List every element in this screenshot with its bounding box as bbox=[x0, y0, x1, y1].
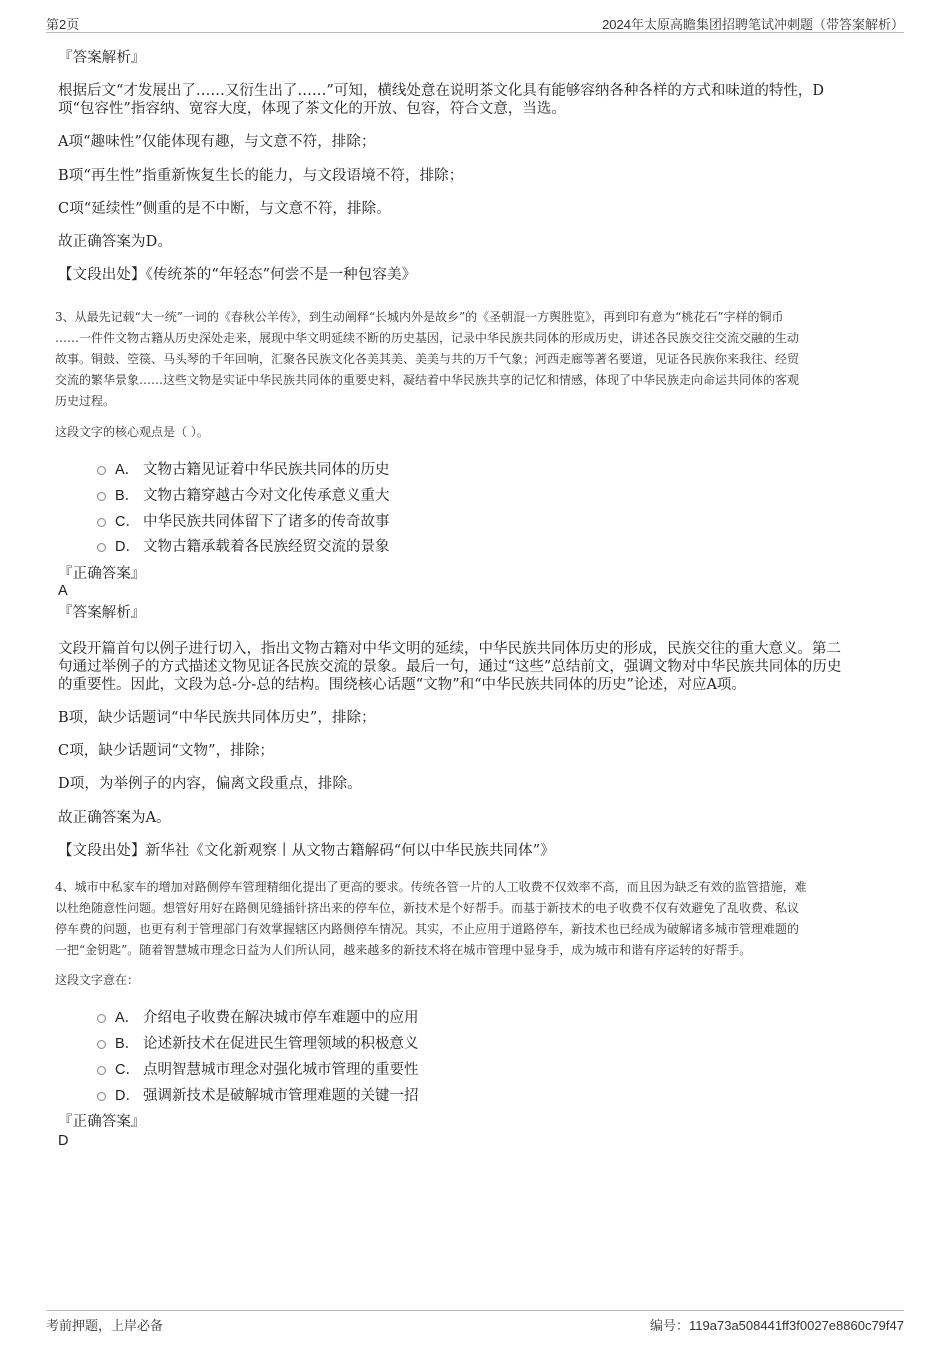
q3-analysis-label: 『答案解析』 bbox=[58, 605, 146, 621]
page-footer bbox=[46, 1310, 904, 1335]
q2-source: 【文段出处】《传统茶的“年轻态”何尝不是一种包容美》 bbox=[58, 267, 417, 283]
q3-passage bbox=[55, 307, 900, 412]
radio-icon[interactable] bbox=[97, 1092, 106, 1101]
option-text: 点明智慧城市理念对强化城市管理的重要性 bbox=[143, 1061, 419, 1078]
radio-icon[interactable] bbox=[97, 466, 106, 475]
option-text: 文物古籍穿越古今对文化传承意义重大 bbox=[143, 487, 390, 504]
q4-question: 这段文字意在： bbox=[55, 973, 140, 987]
q2-option-c-analysis: C项“延续性”侧重的是不中断，与文意不符，排除。 bbox=[58, 201, 391, 217]
q4-option-b[interactable]: B． 论述新技术在促进民生管理领域的积极意义 bbox=[97, 1032, 419, 1052]
q4-passage-line: 以杜绝随意性问题。想管好用好在路侧见缝插针挤出来的停车位，新技术是个好帮手。而基于新技术的电子收费不仅有效避免了乱收费、私议 bbox=[55, 901, 800, 915]
radio-icon[interactable] bbox=[97, 492, 106, 501]
footer-slogan: 考前押题，上岸必备 bbox=[46, 1318, 164, 1333]
radio-icon[interactable] bbox=[97, 1014, 106, 1023]
q3-answer-label: 『正确答案』 bbox=[58, 566, 146, 582]
option-text: 文物古籍承载着各民族经贸交流的景象 bbox=[143, 538, 390, 555]
page-number: 第2页 bbox=[46, 17, 80, 32]
q4-passage-line: 一把“金钥匙”。随着智慧城市理念日益为人们所认同，越来越多的新技术将在城市管理中显身手，成为城市和谐有序运转的好帮手。 bbox=[55, 943, 752, 957]
q3-option-d[interactable]: D． 文物古籍承载着各民族经贸交流的景象 bbox=[97, 535, 390, 555]
radio-icon[interactable] bbox=[97, 543, 106, 552]
q3-passage-line: 交流的繁华景象……这些文物是实证中华民族共同体的重要史料，凝结着中华民族共享的记忆和情感，体现了中华民族走向命运共同体的客观 bbox=[55, 373, 800, 387]
q4-answer: D bbox=[58, 1133, 69, 1149]
q3-option-c[interactable]: C． 中华民族共同体留下了诸多的传奇故事 bbox=[97, 510, 390, 530]
q2-analysis-line: 根据后文“才发展出了……又衍生出了……”可知，横线处意在说明茶文化具有能够容纳各种各样的方式和味道的特性，D bbox=[58, 83, 824, 99]
q2-option-a-analysis: A项“趣味性”仅能体现有趣，与文意不符，排除； bbox=[58, 134, 376, 150]
q3-analysis-line: 文段开篇首句以例子进行切入，指出文物古籍对中华文明的延续，中华民族共同体历史的形成，民族交往的重大意义。第二 bbox=[58, 641, 841, 657]
q2-conclusion: 故正确答案为D。 bbox=[58, 234, 172, 250]
option-text: 介绍电子收费在解决城市停车难题中的应用 bbox=[143, 1009, 419, 1026]
q2-analysis-line: 项“包容性”指容纳、宽容大度，体现了茶文化的开放、包容，符合文意，当选。 bbox=[58, 101, 566, 117]
q3-option-c-analysis: C项，缺少话题词“文物”，排除； bbox=[58, 743, 275, 759]
q4-option-c[interactable]: C． 点明智慧城市理念对强化城市管理的重要性 bbox=[97, 1058, 419, 1078]
document-id: 编号：119a73a508441ff3f0027e8860c79f47 bbox=[650, 1318, 904, 1333]
q3-source: 【文段出处】新华社《文化新观察丨从文物古籍解码“何以中华民族共同体”》 bbox=[58, 843, 555, 859]
q3-passage-line: ……一件件文物古籍从历史深处走来，展现中华文明延续不断的历史基因，记录中华民族共同体的形成历史，讲述各民族交往交流交融的生动 bbox=[55, 331, 800, 345]
radio-icon[interactable] bbox=[97, 518, 106, 527]
q3-option-a[interactable]: A． 文物古籍见证着中华民族共同体的历史 bbox=[97, 458, 390, 478]
option-text: 中华民族共同体留下了诸多的传奇故事 bbox=[143, 513, 390, 530]
q3-option-d-analysis: D项，为举例子的内容，偏离文段重点，排除。 bbox=[58, 776, 362, 792]
q2-option-b-analysis: B项“再生性”指重新恢复生长的能力，与文段语境不符，排除； bbox=[58, 168, 464, 184]
q4-passage-line: 4、城市中私家车的增加对路侧停车管理精细化提出了更高的要求。传统各管一片的人工收费不仅效率不高，而且因为缺乏有效的监管措施，难 bbox=[55, 880, 807, 894]
q3-passage-line: 故事。铜鼓、箜篌、马头琴的千年回响，汇聚各民族文化各美其美、美美与共的万千气象；河西走廊等著名要道，见证各民族你来我往、经贸 bbox=[55, 352, 800, 366]
page-header bbox=[46, 12, 904, 33]
option-text: 论述新技术在促进民生管理领域的积极意义 bbox=[143, 1035, 419, 1052]
q3-option-b-analysis: B项，缺少话题词“中华民族共同体历史”，排除； bbox=[58, 710, 376, 726]
q4-answer-label: 『正确答案』 bbox=[58, 1114, 146, 1130]
q3-conclusion: 故正确答案为A。 bbox=[58, 810, 171, 826]
q3-passage-line: 3、从最先记载“大一统”一词的《春秋公羊传》，到生动阐释“长城内外是故乡”的《圣朝混一方舆胜览》，再到印有意为“桃花石”字样的铜币 bbox=[55, 310, 784, 324]
radio-icon[interactable] bbox=[97, 1066, 106, 1075]
q4-passage bbox=[55, 877, 900, 961]
q4-option-a[interactable]: A． 介绍电子收费在解决城市停车难题中的应用 bbox=[97, 1006, 419, 1026]
q3-analysis-line: 的重要性。因此，文段为总-分-总的结构。围绕核心话题“文物”和“中华民族共同体的历史”论述，对应A项。 bbox=[58, 677, 746, 693]
radio-icon[interactable] bbox=[97, 1040, 106, 1049]
q4-option-d[interactable]: D． 强调新技术是破解城市管理难题的关键一招 bbox=[97, 1084, 419, 1104]
q2-analysis-label: 『答案解析』 bbox=[58, 50, 146, 66]
q3-passage-line: 历史过程。 bbox=[55, 394, 116, 408]
q3-answer: A bbox=[58, 583, 68, 599]
option-text: 强调新技术是破解城市管理难题的关键一招 bbox=[143, 1087, 419, 1104]
option-text: 文物古籍见证着中华民族共同体的历史 bbox=[143, 461, 390, 478]
q3-question: 这段文字的核心观点是（ ）。 bbox=[55, 425, 209, 439]
q2-analysis-text bbox=[58, 82, 898, 118]
q3-analysis-text bbox=[58, 640, 898, 694]
q3-analysis-line: 句通过举例子的方式描述文物见证各民族交流的景象。最后一句，通过“这些”总结前文，强调文物对中华民族共同体的历史 bbox=[58, 659, 842, 675]
document-title: 2024年太原高瞻集团招聘笔试冲刺题（带答案解析） bbox=[602, 17, 904, 32]
q3-option-b[interactable]: B． 文物古籍穿越古今对文化传承意义重大 bbox=[97, 484, 390, 504]
q4-passage-line: 停车费的问题，也更有利于管理部门有效掌握辖区内路侧停车情况。其实，不止应用于道路停车，新技术也已经成为破解诸多城市管理难题的 bbox=[55, 922, 800, 936]
